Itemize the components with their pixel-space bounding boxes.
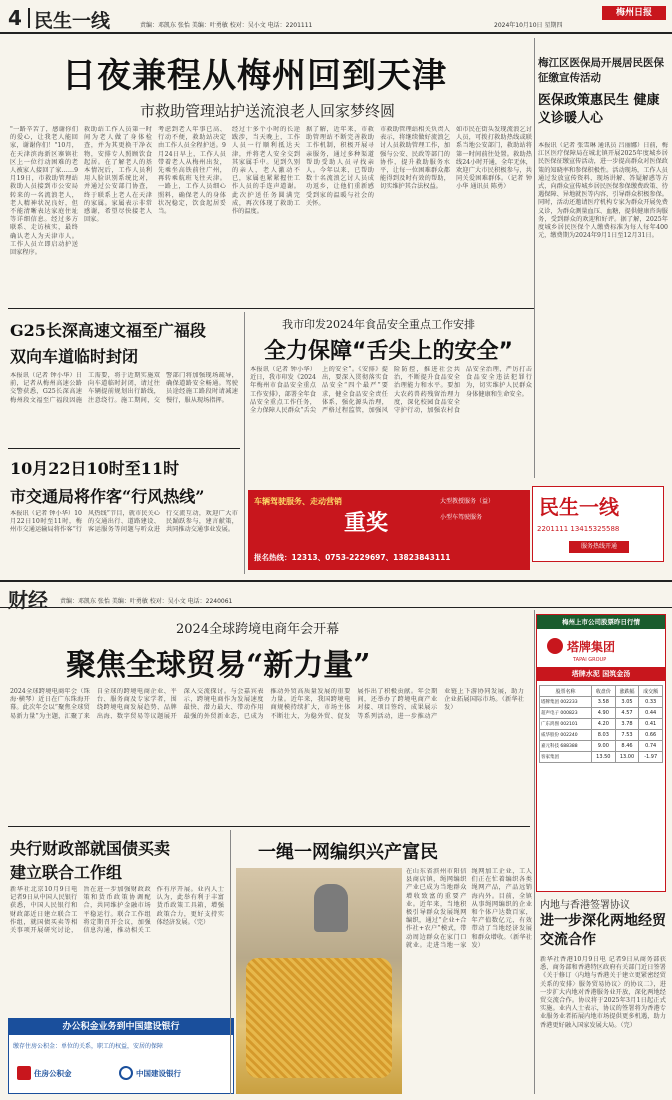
stock-box-title: 梅州上市公司股票昨日行情 [537, 615, 665, 629]
photo-net-bundle [246, 958, 392, 1078]
divider-main [8, 308, 534, 309]
ad-minsheng-note: 服务热线开通 [569, 541, 629, 553]
divider-story2 [8, 448, 240, 449]
finance-editor-line: 责编：邓凯东 张怡 美编：叶勇敏 校对：吴小文 电话：2240061 [60, 598, 233, 605]
stock-header-cell: 股票名称 [540, 686, 592, 697]
stock-name-cell: 客家集团 [540, 752, 592, 763]
newspaper-logo [602, 6, 666, 20]
stock-header-cell: 成交额 [639, 686, 663, 697]
stock-value-cell: 0.33 [639, 697, 663, 708]
stock-value-cell: 9.00 [592, 741, 616, 752]
stock-box [536, 614, 666, 892]
page4-header [0, 0, 672, 34]
main-headline: 日夜兼程从梅州回到天津 [62, 56, 447, 96]
stock-value-cell: 3.78 [615, 719, 639, 730]
ad-driving-left: 车辆驾驶服务、走动营销 [254, 497, 342, 506]
stock-name-cell: 广东鸿图 002101 [540, 719, 592, 730]
stock-name-cell: 塔牌集团 002233 [540, 697, 592, 708]
stock-value-cell: 4.90 [592, 708, 616, 719]
tapai-icon [547, 638, 563, 654]
stock-value-cell: 13.00 [615, 752, 639, 763]
stock-value-cell: 13.50 [592, 752, 616, 763]
right-headline: 医保政策惠民生 健康义诊暖人心 [538, 93, 660, 126]
stock-header-row [540, 686, 663, 697]
finance-main-body: 2024全球跨境电商年会（珠海·横琴）近日在广东珠海开幕。此次年会以“聚焦全球贸易新力量”为主题，汇聚了来自全球的跨境电商企业、平台、服务商及专家学者，围绕跨境电商发展趋势、品牌出海、数字贸易等议题展开深入交流探讨。与会嘉宾表示，跨境电商作为发展速度最快、潜力最大、带动作用最强的外贸新业态，已成为推动外贸高质量发展的重要力量。近年来，我国跨境电商规模持续扩大，市场主体不断壮大，为稳外贸、促发展作出了积极贡献。年会期间，还举办了跨境电商产业对接、项目签约、成果展示等系列活动，进一步推动产业链上下游协同发展，助力企业拓展国际市场。（新华社发） [10, 688, 524, 720]
stock-value-cell: 3.58 [592, 697, 616, 708]
stock-name-cell: 威华股份 002240 [540, 730, 592, 741]
housing-fund-logo-text: 住房公积金 [34, 1068, 72, 1078]
main-article-body [10, 126, 532, 302]
stock-value-cell: 8.03 [592, 730, 616, 741]
editor-line: 责编：邓凯东 张怡 美编：叶勇敏 校对：吴小文 电话：2201111 [140, 22, 313, 29]
finance-story3-headline: 一绳一网编织兴产富民 [258, 842, 438, 863]
finance-headline: 聚焦全球贸易“新力量” [66, 648, 371, 683]
story2-body: 本报讯（记者 钟小华）日前，记者从梅州高速公路交警获悉，G25长深高速梅州段文福至广福段因施工需要，将于近期实施双向车道临时封闭，请过往车辆提前规划出行路线，注意绕行。施工期间，交警部门将加强现场疏导，确保道路安全畅通。驾驶员途经施工路段时请减速慢行，服从现场指挥。 [10, 372, 238, 404]
ccb-logo-text: 中国建设银行 [136, 1068, 181, 1078]
finance-right-headline: 进一步深化两地经贸交流合作 [540, 913, 666, 948]
finance-story3-body: 在山东省滨州市阳信县商店镇，绳网编织产业已成为当地群众增收致富的重要产业。近年来，当地积极引导群众发展绳网编织，通过“企业+合作社+农户”模式，带动周边群众在家门口就业。走进当地一家绳网加工企业，工人们正在忙着编织各类绳网产品，产品远销海内外。目前，全镇从事绳网编织的企业和个体户达数百家，年产值数亿元，有效带动了当地经济发展和群众增收。（新华社发） [406, 868, 532, 949]
tapai-name-en: TAPAI GROUP [573, 657, 607, 663]
ad-driving-school [248, 490, 530, 570]
ad-driving-center: 重奖 [344, 511, 389, 536]
stock-row [540, 697, 663, 708]
finance-right-body: 新华社香港10月9日电 记者9日从商务部获悉，商务部和香港特区政府有关部门近日签署《关于修订〈内地与香港关于建立更紧密经贸关系的安排〉服务贸易协议〉的协议二》，进一步扩大内地对香港服务业开放，深化两地经贸交流合作。协议将于2025年3月1日起正式实施。业内人士表示，协议的签署将为香港专业服务业者拓展内地市场提供更多机遇，助力香港更好融入国家发展大局。（完） [540, 956, 666, 1029]
col-divider-right-p4 [534, 38, 535, 478]
stock-name-cell: 超声电子 000823 [540, 708, 592, 719]
divider-finance [8, 826, 530, 827]
stock-value-cell: 4.57 [615, 708, 639, 719]
logo-text: 梅州日报 [615, 8, 652, 18]
section-divider [28, 8, 30, 28]
tapai-logo [547, 635, 657, 657]
section-number: 4 [8, 6, 22, 30]
col-divider-1 [244, 312, 245, 574]
stock-row [540, 708, 663, 719]
stock-table [539, 685, 663, 763]
rope-net-photo [236, 868, 402, 1094]
stock-header-cell: 收盘价 [592, 686, 616, 697]
food-headline: 全力保障“舌尖上的安全” [264, 339, 513, 364]
finance-kicker: 2024全球跨境电商年会开幕 [176, 622, 340, 637]
article-col-6: 市救助管理站相关负责人表示，将继续做好流浪乞讨人员救助管理工作，加强与公安、民政等部门的协作，提升救助服务水平，让每一位困难群众都能得到及时有效的帮助，切实维护其合法权益。 [380, 126, 450, 191]
stock-header-cell: 涨跌幅 [615, 686, 639, 697]
stock-row [540, 752, 663, 763]
tapai-name: 塔牌集团 [567, 639, 616, 654]
finance-story2-body: 新华社北京10月9日电 记者9日从中国人民银行获悉，中国人民银行和财政部近日建立联合工作组，就国债买卖等相关事项开展研究讨论，旨在进一步加强财政政策和货币政策协调配合，共同维护金融市场平稳运行。联合工作组将定期召开会议，加强信息沟通，推动相关工作有序开展。业内人士认为，此举有利于丰富货币政策工具箱，增强政策合力，更好支持实体经济发展。（完） [10, 886, 224, 935]
finance-story2-title: 央行财政部就国债买卖 [10, 839, 171, 858]
finance-header [0, 580, 672, 612]
ccb-icon [119, 1066, 133, 1080]
col-divider-finance [230, 830, 231, 1094]
finance-story2-subtitle: 建立联合工作组 [10, 863, 123, 882]
main-subheadline: 市救助管理站护送流浪老人回家梦终圆 [140, 102, 396, 120]
stock-value-cell: 0.41 [639, 719, 663, 730]
finance-right-kicker: 内地与香港签署协议 [540, 900, 630, 911]
ccb-logo [119, 1061, 229, 1085]
food-body: 本报讯（记者 钟小华）近日，我市印发《2024年梅州市食品安全重点工作安排》，部署全年食品安全重点工作任务，全力保障人民群众“舌尖上的安全”。《安排》提出，要深入贯彻落实食品安全“四个最严”要求，健全食品安全责任体系，强化源头治理，严格过程监管，加强风险防控，推进社会共治，不断提升食品安全治理能力和水平。要加大农药兽药残留治理力度，深化校园食品安全守护行动，加强农村食品安全治理，严厉打击食品安全违法犯罪行为，切实维护人民群众身体健康和生命安全。 [250, 366, 532, 415]
house-icon [17, 1066, 31, 1080]
ad-minsheng-phone: 2201111 13415325588 [537, 525, 620, 533]
tapai-slogan: 塔牌水泥 国筑金汤 [537, 667, 665, 681]
stock-value-cell: 7.53 [615, 730, 639, 741]
article-col-7: 如市民在街头发现流浪乞讨人员，可拨打救助热线或联系当地公安部门，救助站将第一时间前往处置。救助热线24小时开通，全年无休，欢迎广大市民积极参与，共同关爱困难群体。（记者 钟小华 通讯员 陈勇） [456, 126, 532, 191]
bank-ad [8, 1018, 234, 1094]
housing-fund-logo [17, 1061, 97, 1085]
stock-value-cell: 3.05 [615, 697, 639, 708]
stock-name-cell: 嘉元科技 688388 [540, 741, 592, 752]
article-col-2: 救助站工作人员第一时间为老人做了身体检查，并为其更换干净衣物，安排专人照顾饮食起居。在了解老人的基本情况后，工作人员利用人脸识别系统比对，并通过公安部门协查，终于联系上老人在天津的家属。家属表示非常感谢，希望尽快接老人回家。 [84, 126, 152, 224]
ad-minsheng [532, 486, 664, 562]
right-body: 本报讯（记者 张雪琳 通讯员 吕丽娜）日前，梅江区医疗保障局在城北镇开展2025年度城乡居民医保征缴宣传活动，进一步提高群众对医保政策的知晓率和参保积极性。活动现场，工作人员通过发放宣传资料、现场讲解、答疑解惑等方式，向群众宣传城乡居民医保参保缴费政策、待遇保障、异地就医等内容，引导群众积极参保。同时，活动还邀请医疗机构专家为群众开展免费义诊，为群众测量血压、血糖，提供健康咨询服务，受到群众的欢迎和好评。据了解，2025年度城乡居民医保个人缴费标准为每人每年400元，缴费期为2024年9月1日至12月31日。 [538, 142, 668, 240]
ad-driving-right2: 小型车驾驶服务 [440, 514, 483, 521]
stock-row [540, 730, 663, 741]
stock-row [540, 741, 663, 752]
stock-row [540, 719, 663, 730]
col-divider-right-p5 [534, 610, 535, 1094]
bank-ad-line2: 缴存住房公积金：单位的关系，职工的权益，安居的保障 [13, 1043, 164, 1050]
stock-value-cell: 0.66 [639, 730, 663, 741]
article-col-5: 据了解，近年来，市救助管理站不断完善救助工作机制，积极开展寻亲服务，通过多种渠道帮助受助人员寻找亲人。今年以来，已帮助数十名流浪乞讨人员成功返乡，让他们重新感受到家的温暖与社会的关怀。 [306, 126, 374, 207]
stock-value-cell: 4.20 [592, 719, 616, 730]
stock-value-cell: -1.97 [639, 752, 663, 763]
ad-minsheng-title: 民生一线 [539, 495, 619, 519]
article-lede: "一路辛苦了，感谢你们的爱心，让我老人能回家，谢谢你们！"10月，在天津滨海新区寨镇社区上一位行动困难的老人被家人接回了家……9月19日，市救助管理站救助人员接到市公安局转来的一名流浪老人，老人精神状况良好，但不能清晰表达家庭住址等详细信息。经过多方联系、走访核实，最终确认老人为天津市人。工作人员立即启动护送回家程序。 [10, 126, 78, 257]
stock-value-cell: 0.74 [639, 741, 663, 752]
date-line: 2024年10月10日 星期四 [494, 22, 563, 29]
stock-value-cell: 0.44 [639, 708, 663, 719]
right-kicker: 梅江区医保局开展居民医保征缴宣传活动 [538, 57, 664, 84]
food-kicker: 我市印发2024年食品安全重点工作安排 [282, 318, 475, 331]
story3-subtitle: 市交通局将作客“行风热线” [10, 487, 205, 506]
ad-driving-hotline: 报名热线：12313、0753-2229697、13823843111 [254, 553, 451, 562]
finance-section-title: 财经 [8, 588, 48, 612]
section-title: 民生一线 [34, 10, 111, 32]
article-col-3: 考虑到老人年事已高、行动不便，救助站决定由工作人员全程护送。9月24日早上，工作人员带着老人从梅州出发，先乘坐高铁前往广州，再转乘航班飞往天津。一路上，工作人员细心照料，确保老人的身体状况稳定，饮食起居妥当。 [158, 126, 226, 216]
bank-ad-banner: 办公积金业务到中国建设银行 [9, 1019, 233, 1035]
story2-title: G25长深高速文福至广福段 [10, 321, 206, 340]
ad-driving-right1: 大型教授服务（益） [440, 498, 495, 505]
story2-subtitle: 双向车道临时封闭 [10, 347, 139, 366]
article-col-4: 经过十多个小时的长途跋涉，当天晚上，工作人员一行顺利抵达天津，并将老人安全交到其家属手中。见到久别的亲人，老人激动不已，家属也紧紧握住工作人员的手连声道谢。此次护送任务圆满完成，再次体现了救助工作的温度。 [232, 126, 300, 216]
story3-title: 10月22日10时至11时 [10, 459, 180, 478]
story3-body: 本报讯（记者 钟小华）10月22日10时至11时，梅州市交通运输局将作客“行风热线”节目，就市民关心的交通出行、道路建设、客运服务等问题与听众进行交流互动，欢迎广大市民踊跃参与，建言献策，共同推动交通事业发展。 [10, 510, 238, 534]
stock-value-cell: 8.46 [615, 741, 639, 752]
photo-worker-figure [314, 884, 348, 932]
